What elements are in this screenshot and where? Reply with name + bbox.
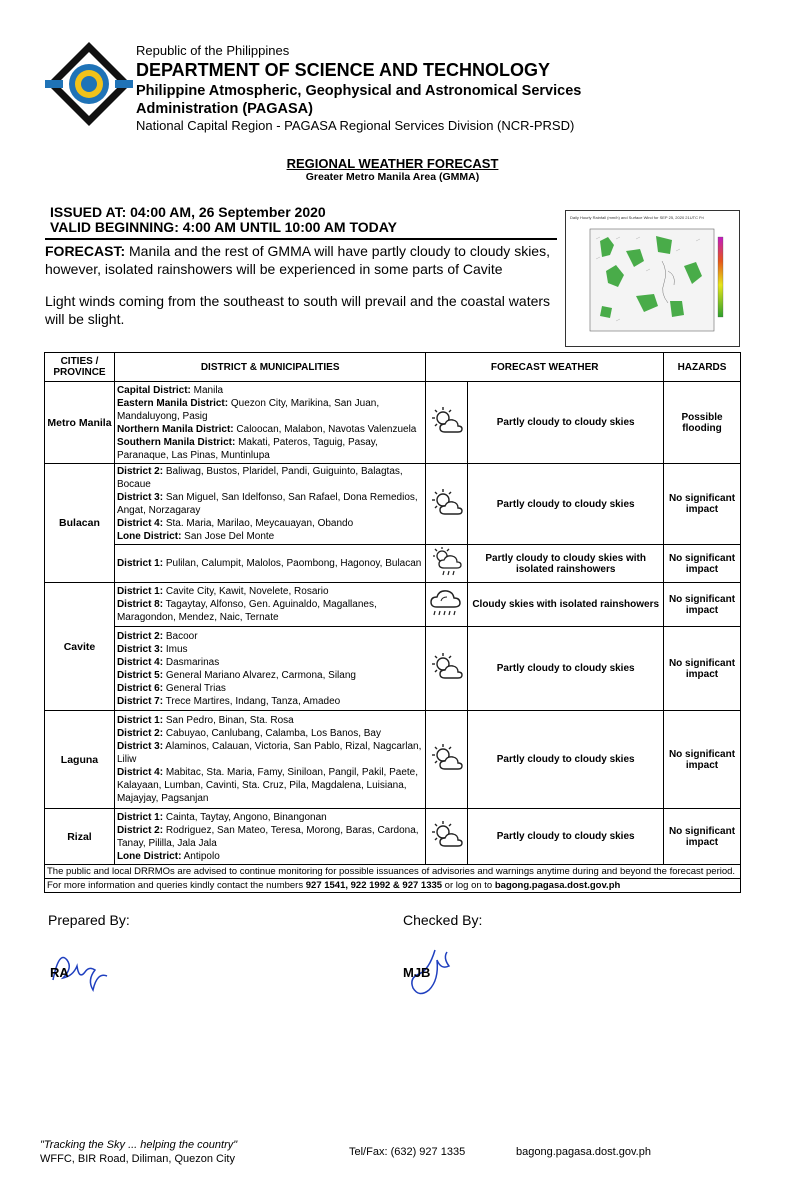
partly-cloudy-icon: [430, 820, 464, 850]
district-label: District 3:: [116, 643, 164, 655]
weather-icon-cell: [426, 583, 468, 627]
weather-icon-cell: [426, 711, 468, 809]
contact-prefix: For more information and queries kindly contact the numbers: [47, 880, 306, 891]
district-towns: San Jose Del Monte: [181, 531, 275, 542]
district-towns: Makati, Pateros, Taguig, Pasay, Paranaque, Las Pinas, Muntinlupa: [116, 436, 378, 461]
district-towns: General Trias: [163, 682, 226, 694]
district-label: Lone District:: [116, 850, 182, 862]
district-list: [114, 711, 425, 809]
hazard: No significant impact: [664, 583, 741, 627]
district-towns: Quezon City, Marikina, San Juan, Mandaluyong, Pasig: [116, 397, 380, 422]
district-towns: Cabuyao, Canlubang, Calamba, Los Banos, Bay: [163, 728, 381, 739]
district-label: District 1:: [116, 811, 164, 823]
prepared-by-label: Prepared By:: [48, 912, 130, 928]
document-title: REGIONAL WEATHER FORECAST: [286, 156, 499, 171]
weather-icon-cell: [426, 545, 468, 583]
district-label: Northern Manila District:: [116, 423, 234, 435]
hazard: No significant impact: [664, 545, 741, 583]
district-label: District 4:: [116, 518, 164, 529]
district-towns: Pulilan, Calumpit, Malolos, Paombong, Hagonoy, Bulacan: [163, 558, 422, 569]
partly-cloudy-icon: [430, 406, 464, 436]
partly-cloudy-icon: [430, 652, 464, 682]
footer-telfax: Tel/Fax: (632) 927 1335: [349, 1146, 466, 1158]
province-name: Cavite: [45, 583, 115, 711]
district-label: District 2:: [116, 824, 164, 836]
table-row: [45, 583, 741, 627]
district-label: District 2:: [116, 728, 164, 739]
district-list: [114, 583, 425, 627]
weather-icon-cell: [426, 382, 468, 464]
province-name: Rizal: [45, 809, 115, 865]
table-row: [45, 711, 741, 809]
district-towns: Tagaytay, Alfonso, Gen. Aguinaldo, Magallanes, Maragondon, Mendez, Naic, Ternate: [116, 599, 377, 623]
district-label: District 2:: [116, 630, 164, 642]
table-row: [45, 382, 741, 464]
map-caption: Daily Hourly Rainfall (mm/h) and Surface Wind for SEP 25, 2020 21UTC Fri: [570, 215, 704, 220]
district-label: District 3:: [116, 741, 164, 752]
district-towns: Bacoor: [163, 630, 198, 642]
district-towns: San Miguel, San Idelfonso, San Rafael, Dona Remedios, Angat, Norzagaray: [116, 492, 418, 516]
hazard: No significant impact: [664, 711, 741, 809]
forecast-weather: Partly cloudy to cloudy skies: [468, 382, 664, 464]
district-towns: Dasmarinas: [163, 656, 220, 668]
district-label: District 2:: [116, 466, 164, 477]
district-list: [114, 464, 425, 545]
issued-at: ISSUED AT: 04:00 AM, 26 September 2020: [50, 204, 326, 220]
table-row: [45, 464, 741, 545]
division-name: National Capital Region - PAGASA Regional Services Division (NCR-PRSD): [136, 118, 575, 133]
district-label: Southern Manila District:: [116, 436, 236, 448]
district-label: District 7:: [116, 695, 164, 707]
table-row: [45, 545, 741, 583]
forecast-weather: Partly cloudy to cloudy skies: [468, 464, 664, 545]
district-list: [114, 545, 425, 583]
district-label: Capital District:: [116, 384, 191, 396]
department-name: DEPARTMENT OF SCIENCE AND TECHNOLOGY: [136, 60, 551, 80]
district-list: [114, 627, 425, 711]
contact-row: [45, 879, 741, 893]
district-towns: Caloocan, Malabon, Navotas Valenzuela: [233, 423, 417, 435]
partly-cloudy-icon: [430, 743, 464, 773]
advisory-note: The public and local DRRMOs are advised to continue monitoring for possible issuances of advisories and warnings anytime during and beyond the forecast period.: [45, 865, 741, 879]
rainfall-map: [565, 210, 740, 347]
province-name: Laguna: [45, 711, 115, 809]
forecast-label: FORECAST:: [45, 243, 126, 259]
forecast-weather: Partly cloudy to cloudy skies: [468, 809, 664, 865]
footer-address: WFFC, BIR Road, Diliman, Quezon City: [40, 1153, 235, 1165]
district-label: District 4:: [116, 656, 164, 668]
header-cities: CITIES / PROVINCE: [45, 353, 115, 382]
hazard: Possible flooding: [664, 382, 741, 464]
hazard: No significant impact: [664, 627, 741, 711]
checked-by-label: Checked By:: [403, 912, 483, 928]
district-label: Lone District:: [116, 531, 182, 542]
table-header-row: [45, 353, 741, 382]
cloudy-rain-icon: [429, 587, 465, 619]
forecast-table: [44, 352, 741, 893]
district-label: District 6:: [116, 682, 164, 694]
divider: [45, 238, 557, 240]
table-row: [45, 627, 741, 711]
district-towns: Alaminos, Calauan, Victoria, San Pablo, Rizal, Nagcarlan, Liliw: [116, 741, 422, 765]
forecast-weather: Partly cloudy to cloudy skies: [468, 711, 664, 809]
district-towns: Imus: [163, 643, 188, 655]
district-towns: Sta. Maria, Marilao, Meycauayan, Obando: [163, 518, 354, 529]
header-hazards: HAZARDS: [664, 353, 741, 382]
district-towns: Mabitac, Sta. Maria, Famy, Siniloan, Pangil, Pakil, Paete, Kalayaan, Lumban, Cavinti, Sta. Cruz, Pila, Magdalena, Luisiana, Majayjay, Pagsanjan: [116, 767, 419, 804]
header-districts: DISTRICT & MUNICIPALITIES: [114, 353, 425, 382]
province-name: Bulacan: [45, 464, 115, 583]
district-towns: General Mariano Alvarez, Carmona, Silang: [163, 669, 356, 681]
forecast-weather: Partly cloudy to cloudy skies with isolated rainshowers: [468, 545, 664, 583]
checked-initials: MJB: [403, 965, 431, 980]
forecast-paragraph: [45, 242, 560, 278]
partly-cloudy-rain-icon: [430, 546, 464, 578]
district-label: Eastern Manila District:: [116, 397, 229, 409]
district-label: District 4:: [116, 767, 164, 778]
forecast-text: Manila and the rest of GMMA will have partly cloudy to cloudy skies, however, isolated rainshowers will be experienced in some parts of Cavite: [45, 243, 550, 277]
footer-website: bagong.pagasa.dost.gov.ph: [516, 1146, 651, 1158]
district-list: [114, 809, 425, 865]
prepared-initials: RA: [50, 965, 69, 980]
district-towns: Baliwag, Bustos, Plaridel, Pandi, Guiguinto, Balagtas, Bocaue: [116, 466, 403, 490]
winds-paragraph: Light winds coming from the southeast to south will prevail and the coastal waters will be slight.: [45, 293, 551, 327]
forecast-weather: Cloudy skies with isolated rainshowers: [468, 583, 664, 627]
contact-numbers: 927 1541, 922 1992 & 927 1335: [305, 880, 443, 891]
republic-label: Republic of the Philippines: [136, 43, 290, 58]
issue-info: [50, 205, 397, 235]
district-label: District 1:: [116, 558, 164, 569]
district-towns: Manila: [190, 384, 224, 396]
hazard: No significant impact: [664, 809, 741, 865]
district-towns: Antipolo: [181, 850, 220, 862]
district-towns: Cavite City, Kawit, Novelete, Rosario: [163, 586, 329, 597]
contact-mid: or log on to: [442, 880, 495, 891]
valid-period: VALID BEGINNING: 4:00 AM UNTIL 10:00 AM TODAY: [50, 219, 397, 235]
weather-icon-cell: [426, 627, 468, 711]
district-label: District 8:: [116, 599, 164, 610]
partly-cloudy-icon: [430, 488, 464, 518]
district-label: District 1:: [116, 586, 164, 597]
district-towns: Rodriguez, San Mateo, Teresa, Morong, Baras, Cardona, Tanay, Pililla, Jala Jala: [116, 824, 419, 849]
pagasa-logo: [45, 40, 133, 128]
header-forecast: FORECAST WEATHER: [426, 353, 664, 382]
district-towns: Cainta, Taytay, Angono, Binangonan: [163, 811, 327, 823]
hazard: No significant impact: [664, 464, 741, 545]
district-label: District 3:: [116, 492, 164, 503]
advisory-row: [45, 865, 741, 879]
agency-name: Philippine Atmospheric, Geophysical and Astronomical Services Administration (PAGASA): [136, 83, 582, 117]
table-row: [45, 809, 741, 865]
district-towns: San Pedro, Binan, Sta. Rosa: [163, 715, 294, 726]
footer-motto: "Tracking the Sky ... helping the country": [40, 1139, 238, 1151]
contact-note: [45, 879, 741, 893]
district-label: District 5:: [116, 669, 164, 681]
forecast-weather: Partly cloudy to cloudy skies: [468, 627, 664, 711]
district-label: District 1:: [116, 715, 164, 726]
province-name: Metro Manila: [45, 382, 115, 464]
district-list: [114, 382, 425, 464]
document-subtitle: Greater Metro Manila Area (GMMA): [305, 171, 480, 183]
contact-site: bagong.pagasa.dost.gov.ph: [494, 880, 621, 891]
weather-icon-cell: [426, 464, 468, 545]
weather-icon-cell: [426, 809, 468, 865]
district-towns: Trece Martires, Indang, Tanza, Amadeo: [163, 695, 341, 707]
